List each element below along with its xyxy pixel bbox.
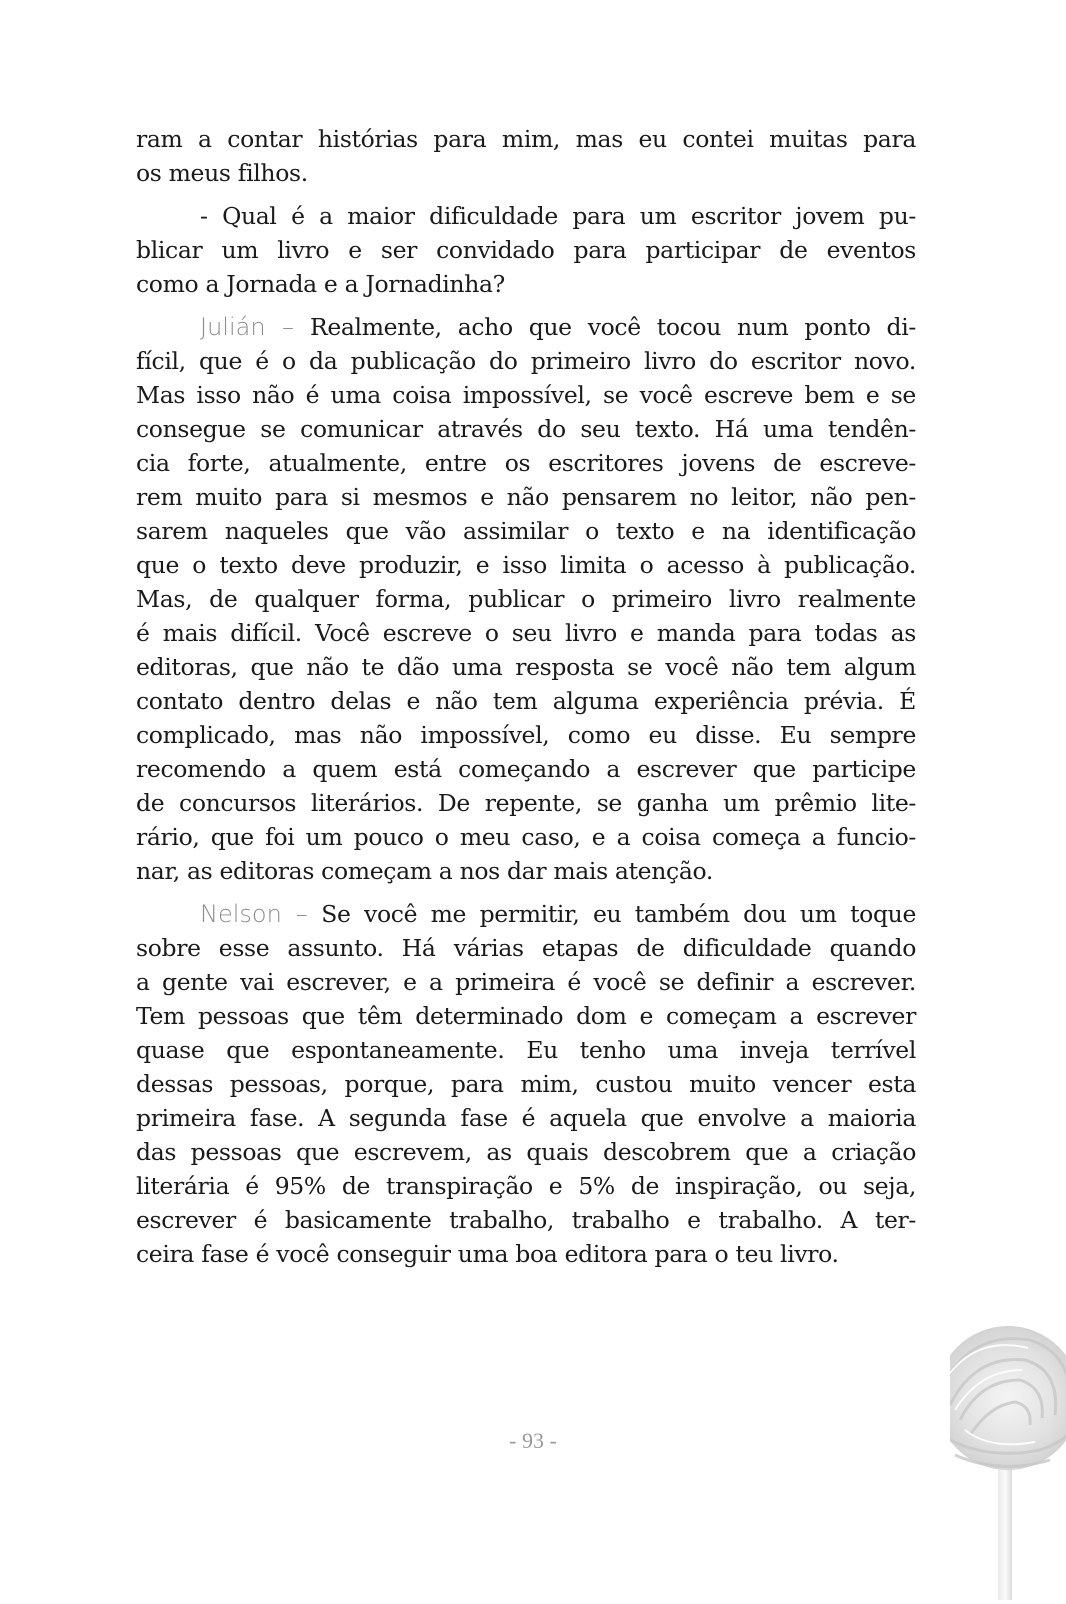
text-line: de concursos literários. De repente, se ganha um prêmio lite-: [136, 789, 916, 817]
page-number: - 93 -: [509, 1428, 557, 1453]
text-line: Mas, de qualquer forma, publicar o primeiro livro realmente: [136, 585, 916, 613]
text-line: cia forte, atualmente, entre os escritores jovens de escreve-: [136, 449, 916, 477]
paragraph-julian: [136, 310, 916, 888]
text-line: primeira fase. A segunda fase é aquela que envolve a maioria: [136, 1104, 916, 1132]
text-line: editoras, que não te dão uma resposta se você não tem algum: [136, 653, 916, 681]
speaker-name-nelson: Nelson –: [200, 900, 308, 928]
text-line: complicado, mas não impossível, como eu disse. Eu sempre: [136, 721, 916, 749]
text-line: recomendo a quem está começando a escrever que participe: [136, 755, 916, 783]
text-line: literária é 95% de transpiração e 5% de inspiração, ou seja,: [136, 1172, 916, 1200]
text-line: [136, 310, 916, 344]
text-line: consegue se comunicar através do seu texto. Há uma tendên-: [136, 415, 916, 443]
text-line: ceira fase é você conseguir uma boa editora para o teu livro.: [136, 1240, 839, 1268]
text-line: Mas isso não é uma coisa impossível, se você escreve bem e se: [136, 381, 916, 409]
text-line: como a Jornada e a Jornadinha?: [136, 270, 505, 298]
text-span: Se você me permitir, eu também dou um toque: [321, 900, 917, 928]
text-line: das pessoas que escrevem, as quais descobrem que a criação: [136, 1138, 916, 1166]
paragraph-nelson: [136, 897, 916, 1271]
text-line: a gente vai escrever, e a primeira é você se definir a escrever.: [136, 968, 916, 996]
page-body: [136, 122, 916, 1271]
text-line: que o texto deve produzir, e isso limita o acesso à publicação.: [136, 551, 916, 579]
text-line: fícil, que é o da publicação do primeiro livro do escritor novo.: [136, 347, 916, 375]
text-line: - Qual é a maior dificuldade para um escritor jovem pu-: [200, 202, 916, 230]
text-line: dessas pessoas, porque, para mim, custou muito vencer esta: [136, 1070, 916, 1098]
text-line: ram a contar histórias para mim, mas eu contei muitas para: [136, 125, 916, 153]
text-line: nar, as editoras começam a nos dar mais atenção.: [136, 857, 713, 885]
paragraph-question: [136, 199, 916, 301]
speaker-name-julian: Julián –: [200, 313, 295, 341]
text-line: blicar um livro e ser convidado para participar de eventos: [136, 236, 916, 264]
text-line: rem muito para si mesmos e não pensarem no leitor, não pen-: [136, 483, 916, 511]
text-line: rário, que foi um pouco o meu caso, e a coisa começa a funcio-: [136, 823, 916, 851]
text-line: escrever é basicamente trabalho, trabalho e trabalho. A ter-: [136, 1206, 916, 1234]
text-line: é mais difícil. Você escreve o seu livro e manda para todas as: [136, 619, 916, 647]
text-line: os meus filhos.: [136, 159, 308, 187]
text-line: [136, 897, 916, 931]
text-line: contato dentro delas e não tem alguma experiência prévia. É: [136, 687, 916, 715]
lollipop-icon: [950, 1310, 1066, 1600]
text-line: sobre esse assunto. Há várias etapas de dificuldade quando: [136, 934, 916, 962]
text-line: sarem naqueles que vão assimilar o texto e na identificação: [136, 517, 916, 545]
text-span: Realmente, acho que você tocou num ponto di-: [309, 313, 916, 341]
text-line: quase que espontaneamente. Eu tenho uma inveja terrível: [136, 1036, 916, 1064]
text-line: Tem pessoas que têm determinado dom e começam a escrever: [136, 1002, 916, 1030]
paragraph-continuation: [136, 122, 916, 190]
